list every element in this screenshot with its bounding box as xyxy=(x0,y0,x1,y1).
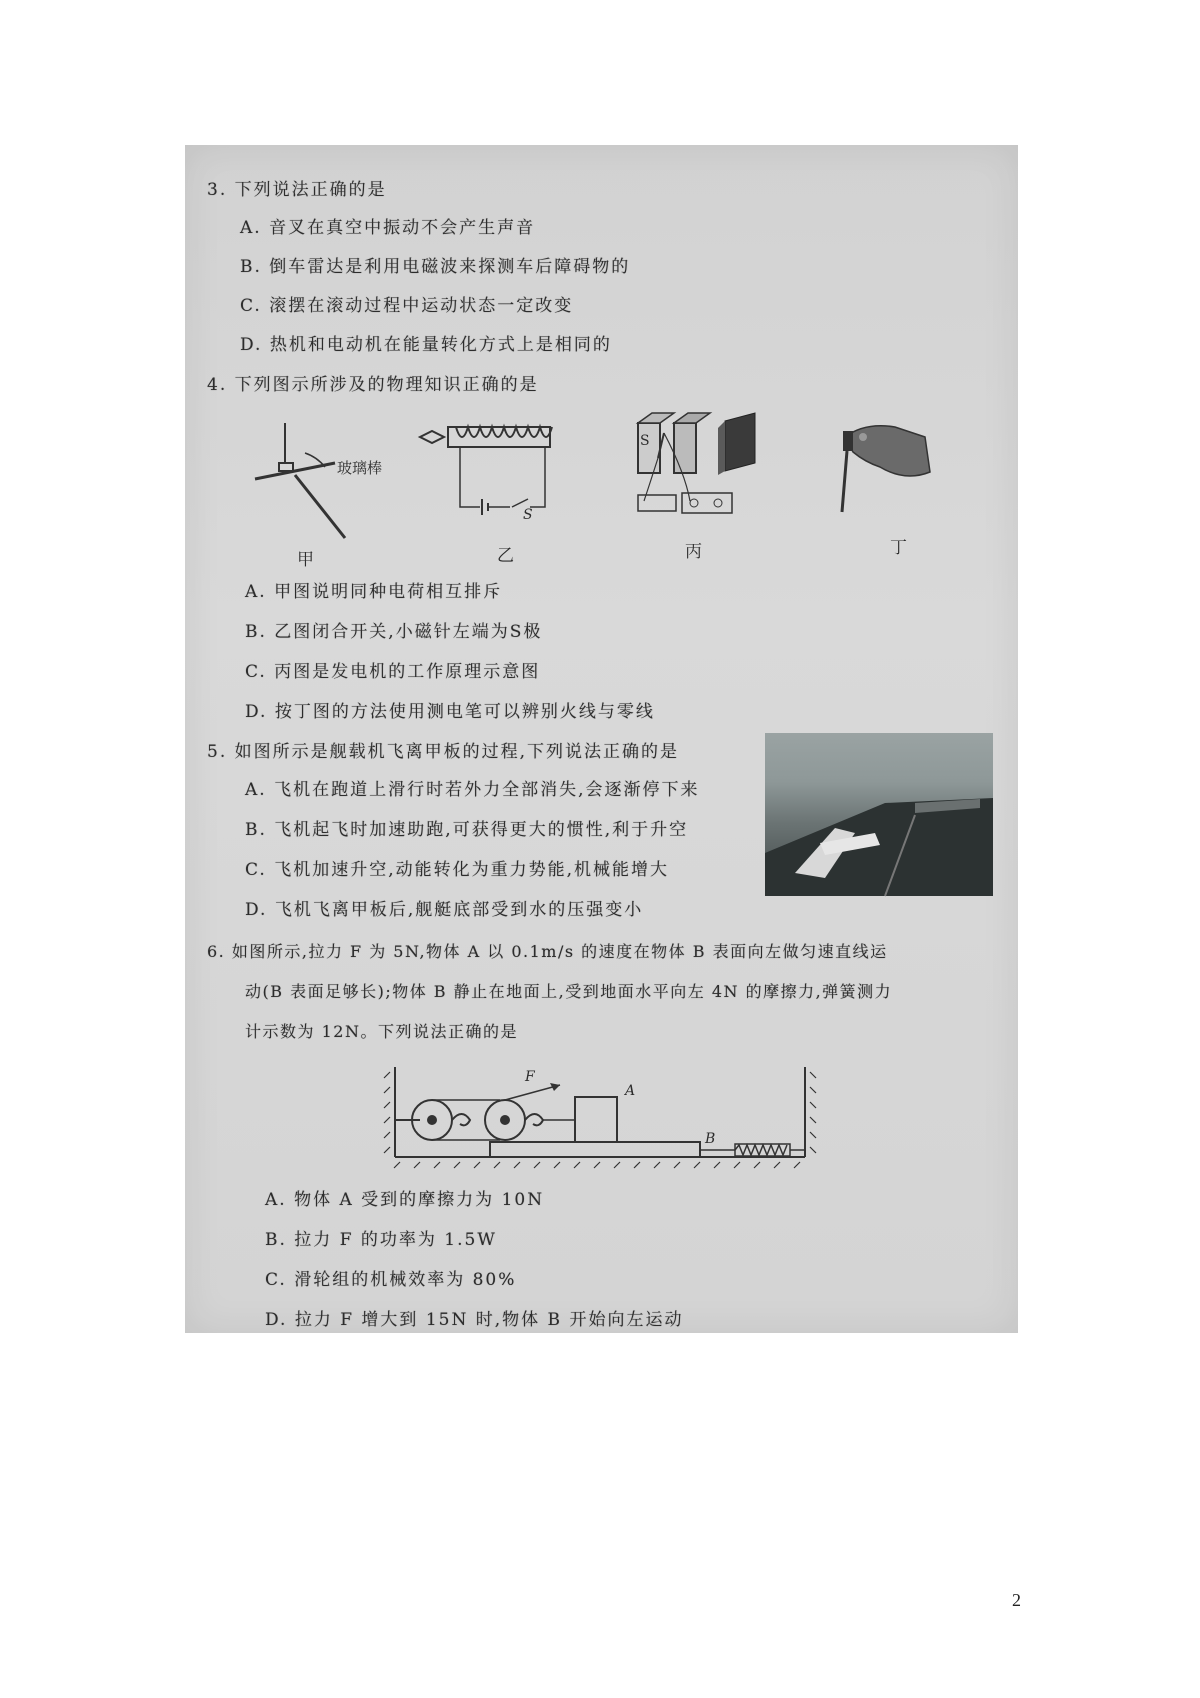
q6-option-d: D. 拉力 F 增大到 15N 时,物体 B 开始向左运动 xyxy=(265,1310,684,1330)
q4-option-d: D. 按丁图的方法使用测电笔可以辨别火线与零线 xyxy=(245,702,655,722)
q5-option-b: B. 飞机起飞时加速助跑,可获得更大的惯性,利于升空 xyxy=(245,820,689,840)
q6-stem-line-1: 6. 如图所示,拉力 F 为 5N,物体 A 以 0.1m/s 的速度在物体 B 表面向左做匀速直线运 xyxy=(207,942,888,961)
figure-label-bing: 丙 xyxy=(685,542,702,562)
q5-option-c: C. 飞机加速升空,动能转化为重力势能,机械能增大 xyxy=(245,860,670,880)
q3-option-c: C. 滚摆在滚动过程中运动状态一定改变 xyxy=(240,296,574,316)
page-number: 2 xyxy=(1012,1590,1021,1610)
q3-stem: 3. 下列说法正确的是 xyxy=(207,180,387,200)
q6-stem-line-3: 计示数为 12N。下列说法正确的是 xyxy=(245,1022,518,1041)
block-a-label: A xyxy=(625,1083,636,1099)
q5-option-d: D. 飞机飞离甲板后,舰艇底部受到水的压强变小 xyxy=(245,900,644,920)
figure-label-yi: 乙 xyxy=(497,546,514,566)
glass-rod-label: 玻璃棒 xyxy=(337,459,383,477)
figure-label-ding: 丁 xyxy=(890,538,907,558)
figure-label-jia: 甲 xyxy=(297,550,314,570)
q6-option-a: A. 物体 A 受到的摩擦力为 10N xyxy=(265,1190,545,1210)
q6-stem-line-2: 动(B 表面足够长);物体 B 静止在地面上,受到地面水平向左 4N 的摩擦力,弹簧测力 xyxy=(245,982,893,1001)
q6-option-b: B. 拉力 F 的功率为 1.5W xyxy=(265,1230,497,1250)
q3-option-a: A. 音叉在真空中振动不会产生声音 xyxy=(240,218,536,238)
q3-option-d: D. 热机和电动机在能量转化方式上是相同的 xyxy=(240,335,612,355)
q4-stem: 4. 下列图示所涉及的物理知识正确的是 xyxy=(207,375,539,395)
q4-option-a: A. 甲图说明同种电荷相互排斥 xyxy=(245,582,503,602)
q5-option-a: A. 飞机在跑道上滑行时若外力全部消失,会逐渐停下来 xyxy=(245,780,700,800)
q4-option-c: C. 丙图是发电机的工作原理示意图 xyxy=(245,662,541,682)
magnet-label: S xyxy=(640,433,650,449)
switch-label: S xyxy=(523,507,533,523)
q5-stem: 5. 如图所示是舰载机飞离甲板的过程,下列说法正确的是 xyxy=(207,742,680,762)
figure-ding-diagram xyxy=(825,417,935,517)
scanned-exam-sheet xyxy=(185,145,1018,1333)
force-f-label: F xyxy=(525,1069,535,1085)
block-b-label: B xyxy=(705,1131,716,1147)
q3-option-b: B. 倒车雷达是利用电磁波来探测车后障碍物的 xyxy=(240,257,631,277)
figure-yi-diagram xyxy=(420,427,570,527)
q6-option-c: C. 滑轮组的机械效率为 80% xyxy=(265,1270,517,1290)
q4-option-b: B. 乙图闭合开关,小磁针左端为S极 xyxy=(245,622,543,642)
figure-jia-diagram xyxy=(255,423,385,543)
carrier-plane-photo xyxy=(765,733,993,896)
pulley-diagram xyxy=(390,1067,830,1177)
figure-bing-diagram xyxy=(630,413,760,528)
